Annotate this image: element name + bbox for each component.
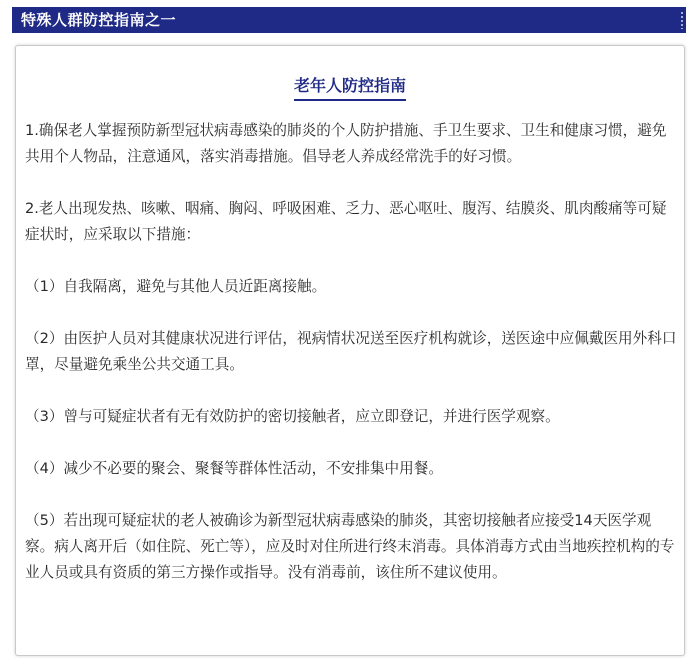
paragraph-4: （2）由医护人员对其健康状况进行评估，视病情状况送至医疗机构就诊，送医途中应佩戴医用外科口罩，尽量避免乘坐公共交通工具。 — [25, 330, 677, 373]
article-title-wrap — [16, 76, 684, 101]
paragraph-3: （1）自我隔离，避免与其他人员近距离接触。 — [25, 278, 327, 295]
section-title: 特殊人群防控指南之一 — [21, 11, 177, 29]
dot-pattern-icon — [680, 11, 684, 29]
paragraph-1: 1.确保老人掌握预防新型冠状病毒感染的肺炎的个人防护措施、手卫生要求、卫生和健康习惯，避免共用个人物品，注意通风，落实消毒措施。倡导老人养成经常洗手的好习惯。 — [25, 122, 667, 165]
article-title: 老年人防控指南 — [294, 76, 406, 101]
paragraph-7: （5）若出现可疑症状的老人被确诊为新型冠状病毒感染的肺炎，其密切接触者应接受14天医学观察。病人离开后（如住院、死亡等），应及时对住所进行终末消毒。具体消毒方式由当地疾控机构的专业人员或具有资质的第三方操作或指导。没有消毒前，该住所不建议使用。 — [25, 512, 675, 581]
content-card — [15, 45, 685, 656]
paragraph-5: （3）曾与可疑症状者有无有效防护的密切接触者，应立即登记，并进行医学观察。 — [25, 408, 560, 425]
section-header — [12, 7, 686, 33]
paragraph-2: 2.老人出现发热、咳嗽、咽痛、胸闷、呼吸困难、乏力、恶心呕吐、腹泻、结膜炎、肌肉酸痛等可疑症状时，应采取以下措施： — [25, 200, 667, 243]
article-body — [25, 118, 677, 586]
paragraph-6: （4）减少不必要的聚会、聚餐等群体性活动，不安排集中用餐。 — [25, 460, 443, 477]
